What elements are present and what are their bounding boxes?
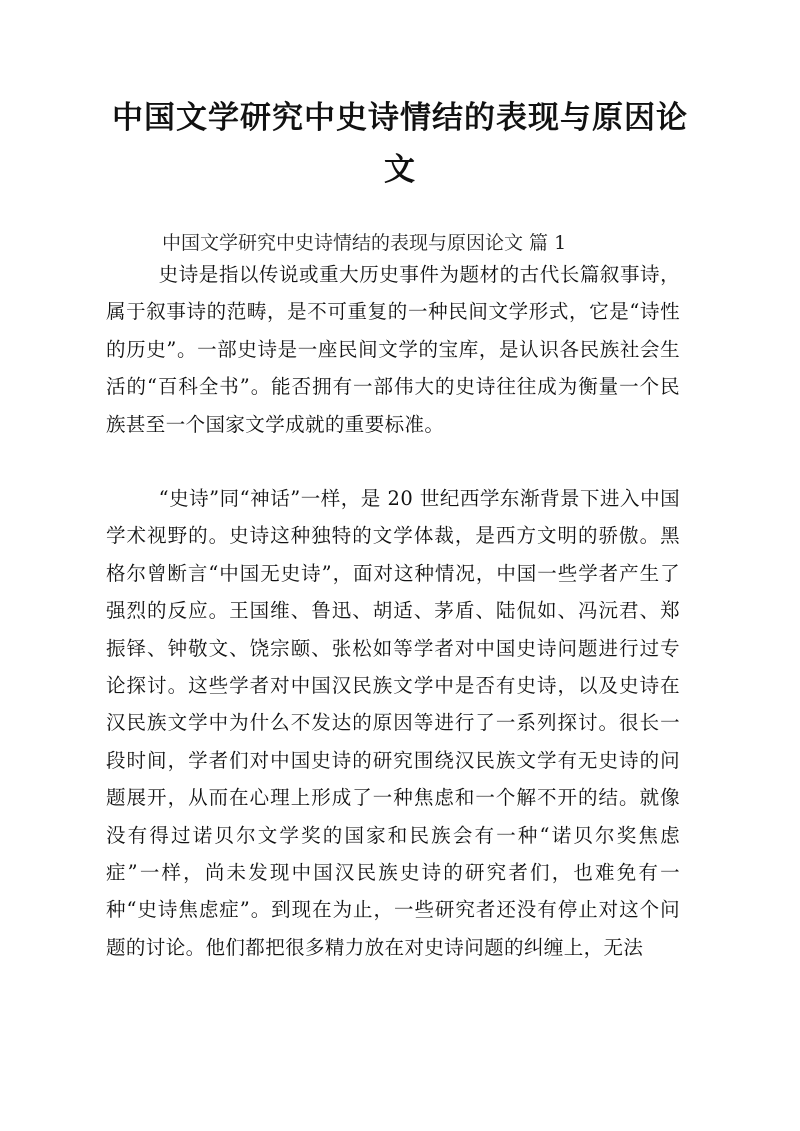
paragraph-2: “史诗”同“神话”一样，是 20 世纪西学东渐背景下进入中国学术视野的。史诗这种独特的文学体裁，是西方文明的骄傲。黑格尔曾断言“中国无史诗”，面对这种情况，中国一些学者产生了强烈的反应。王国维、鲁迅、胡适、茅盾、陆侃如、冯沅君、郑振铎、钟敬文、饶宗颐、张松如等学者对中国史诗问题进行过专论探讨。这些学者对中国汉民族文学中是否有史诗，以及史诗在汉民族文学中为什么不发达的原因等进行了一系列探讨。很长一段时间，学者们对中国史诗的研究围绕汉民族文学有无史诗的问题展开，从而在心理上形成了一种焦虑和一个解不开的结。就像没有得过诺贝尔文学奖的国家和民族会有一种“诺贝尔奖焦虑症”一样，尚未发现中国汉民族史诗的研究者们，也难免有一种“史诗焦虑症”。到现在为止，一些研究者还没有停止对这个问题的讨论。他们都把很多精力放在对史诗问题的纠缠上，无法: [106, 487, 680, 959]
paragraph-1: 史诗是指以传说或重大历史事件为题材的古代长篇叙事诗，属于叙事诗的范畴，是不可重复的一种民间文学形式，它是“诗性的历史”。一部史诗是一座民间文学的宝库，是认识各民族社会生活的“百科全书”。能否拥有一部伟大的史诗往往成为衡量一个民族甚至一个国家文学成就的重要标准。: [106, 263, 680, 436]
section-heading: 中国文学研究中史诗情结的表现与原因论文 篇 1: [162, 232, 567, 254]
document-title: 中国文学研究中史诗情结的表现与原因论文: [112, 100, 688, 188]
